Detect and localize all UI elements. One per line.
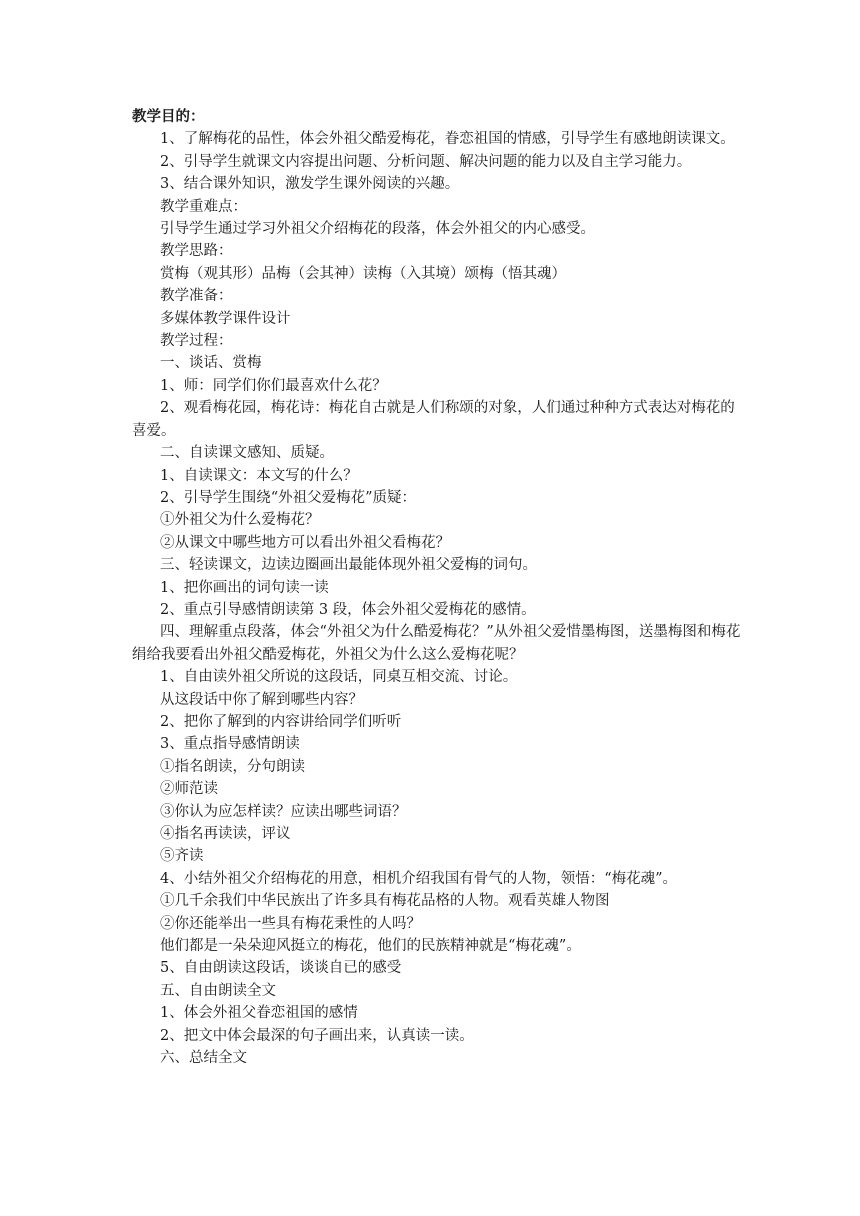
process-line: 4、小结外祖父介绍梅花的用意，相机介绍我国有骨气的人物，领悟：“梅花魂”。: [160, 870, 678, 887]
process-line: 2、观看梅花园，梅花诗：梅花自古就是人们称颂的对象，人们通过种种方式表达对梅花的喜爱。: [132, 400, 735, 439]
process-line: 2、把你了解到的内容讲给同学们听听: [160, 713, 402, 730]
preparation-text: 多媒体教学课件设计: [160, 310, 291, 327]
goal-line-2: 2、引导学生就课文内容提出问题、分析问题、解决问题的能力以及自主学习能力。: [160, 153, 692, 170]
process-line: ①指名朗读，分句朗读: [160, 758, 305, 775]
process-line: ①外祖父为什么爱梅花？: [160, 512, 320, 529]
process-part-4-heading: 四、理解重点段落，体会“外祖父为什么酷爱梅花？”从外祖父爱惜墨梅图，送墨梅图和梅花绢给我要看出外祖父酷爱梅花，外祖父为什么这么爱梅花呢？: [132, 624, 741, 663]
process-line: ①几千余我们中华民族出了许多具有梅花品格的人物。观看英雄人物图: [160, 893, 610, 910]
section-heading-teaching-goals: 教学目的：: [132, 108, 205, 125]
process-line: ②从课文中哪些地方可以看出外祖父看梅花？: [160, 534, 450, 551]
process-part-5-heading: 五、自由朗读全文: [160, 982, 276, 999]
process-line: 他们都是一朵朵迎风挺立的梅花，他们的民族精神就是“梅花魂”。: [160, 938, 581, 955]
process-line: ③你认为应怎样读？应读出哪些词语？: [160, 803, 407, 820]
process-part-1-heading: 一、谈话、赏梅: [160, 355, 262, 372]
process-line: 3、重点指导感情朗读: [160, 736, 300, 753]
process-part-3-heading: 三、轻读课文，边读边圈画出最能体现外祖父爱梅的词句。: [160, 557, 537, 574]
process-part-2-heading: 二、自读课文感知、质疑。: [160, 445, 334, 462]
process-line: ⑤齐读: [160, 848, 204, 865]
process-line: 2、把文中体会最深的句子画出来，认真读一读。: [160, 1027, 474, 1044]
process-line: 1、体会外祖父眷恋祖国的感情: [160, 1005, 358, 1022]
document-body: [132, 106, 748, 1069]
section-heading-approach: 教学思路：: [160, 243, 233, 260]
process-line: 1、自读课文：本文写的什么？: [160, 467, 358, 484]
process-line: 1、师：同学们你们最喜欢什么花？: [160, 377, 387, 394]
process-line: ②你还能举出一些具有梅花秉性的人吗？: [160, 915, 421, 932]
process-line: ②师范读: [160, 781, 218, 798]
process-line: 1、自由读外祖父所说的这段话，同桌互相交流、讨论。: [160, 669, 518, 686]
approach-text: 赏梅（观其形）品梅（会其神）读梅（入其境）颂梅（悟其魂）: [160, 265, 566, 282]
key-points-text: 引导学生通过学习外祖父介绍梅花的段落，体会外祖父的内心感受。: [160, 221, 595, 238]
process-line: 1、把你画出的词句读一读: [160, 579, 329, 596]
process-line: 2、重点引导感情朗读第 3 段，体会外祖父爱梅花的感情。: [160, 601, 536, 618]
goal-line-3: 3、结合课外知识，激发学生课外阅读的兴趣。: [160, 176, 460, 193]
process-line: 5、自由朗读这段话，谈谈自已的感受: [160, 960, 402, 977]
section-heading-process: 教学过程：: [160, 333, 233, 350]
goal-line-1: 1、了解梅花的品性，体会外祖父酷爱梅花，眷恋祖国的情感，引导学生有感地朗读课文。: [160, 131, 735, 148]
process-part-6-heading: 六、总结全文: [160, 1050, 247, 1067]
process-line: ④指名再读读，评议: [160, 826, 291, 842]
process-line: 从这段话中你了解到哪些内容？: [160, 691, 363, 708]
section-heading-preparation: 教学准备：: [160, 288, 233, 305]
section-heading-key-points: 教学重难点：: [160, 198, 247, 215]
process-line: 2、引导学生围绕“外祖父爱梅花”质疑：: [160, 489, 417, 506]
